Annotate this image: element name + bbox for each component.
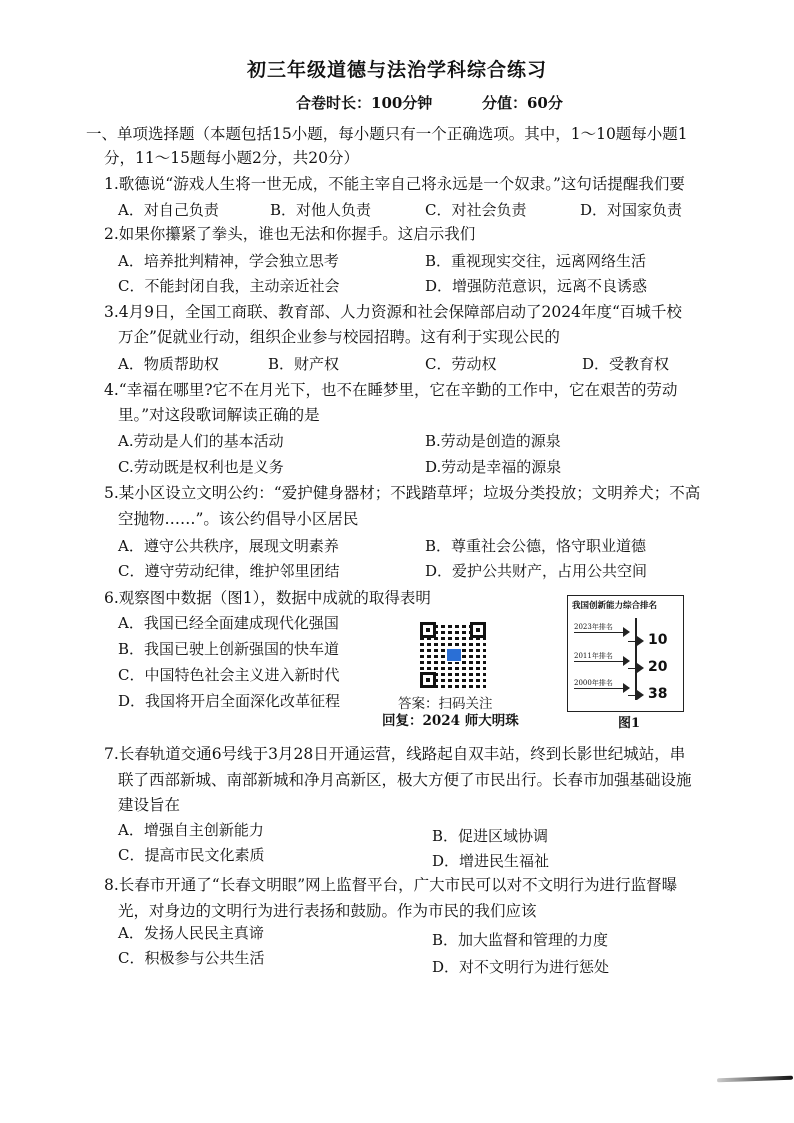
q3-option-b: B．财产权 (268, 355, 340, 373)
question-1-stem: 1.歌德说“游戏人生将一世无成，不能主宰自己将永远是一个奴隶。”这句话提醒我们要 (104, 175, 685, 193)
q1-option-a: A．对自己负责 (118, 201, 219, 219)
q2-option-c: C．不能封闭自我，主动亲近社会 (118, 277, 340, 295)
section-heading: 一、单项选择题（本题包括15小题，每小题只有一个正确选项。其中，1～10题每小题1 (86, 125, 688, 143)
exam-duration: 合卷时长：100分钟 (296, 94, 433, 112)
figure-title: 我国创新能力综合排名 (572, 601, 658, 611)
q4-option-a: A.劳动是人们的基本活动 (118, 432, 284, 450)
figure-arrow (574, 688, 624, 689)
q4-option-c: C.劳动既是权利也是义务 (118, 458, 284, 476)
q8-option-b: B．加大监督和管理的力度 (432, 931, 609, 949)
q6-option-c: C．中国特色社会主义进入新时代 (118, 666, 340, 684)
q7-option-a: A．增强自主创新能力 (118, 821, 264, 839)
q7-option-c: C．提高市民文化素质 (118, 846, 265, 864)
q5-option-c: C．遵守劳动纪律，维护邻里团结 (118, 562, 340, 580)
q8-option-a: A．发扬人民民主真谛 (118, 924, 264, 942)
figure-timeline-bar (635, 618, 637, 700)
q1-option-c: C．对社会负责 (425, 201, 527, 219)
q1-option-b: B．对他人负责 (270, 201, 372, 219)
figure-row-label: 2023年排名 (574, 623, 613, 631)
figure-rank-value: 38 (648, 686, 668, 702)
q3-option-c: C．劳动权 (425, 355, 497, 373)
section-heading-cont: 分，11～15题每小题2分，共20分） (104, 149, 360, 167)
arrow-right-icon (637, 663, 644, 673)
figure-rank-value: 10 (648, 632, 668, 648)
q5-option-a: A．遵守公共秩序，展现文明素养 (118, 537, 339, 555)
q2-option-a: A．培养批判精神，学会独立思考 (118, 252, 339, 270)
qr-finder-icon (420, 672, 436, 688)
q6-option-d: D．我国将开启全面深化改革征程 (118, 692, 341, 710)
q7-option-b: B．促进区域协调 (432, 827, 549, 845)
question-7-stem-cont: 联了西部新城、南部新城和净月高新区，极大方便了市民出行。长春市加强基础设施 (118, 771, 692, 789)
question-3-stem-cont: 万企”促就业行动，组织企业参与校园招聘。这有利于实现公民的 (118, 328, 560, 346)
q2-option-d: D．增强防范意识，远离不良诱惑 (425, 277, 648, 295)
q8-option-c: C．积极参与公共生活 (118, 949, 265, 967)
q2-option-b: B．重视现实交往，远离网络生活 (425, 252, 647, 270)
figure-arrow (574, 661, 624, 662)
q6-option-a: A．我国已经全面建成现代化强国 (118, 614, 339, 632)
page-title: 初三年级道德与法治学科综合练习 (246, 59, 547, 81)
exam-score: 分值：60分 (482, 94, 563, 112)
question-8-stem-cont: 光，对身边的文明行为进行表扬和鼓励。作为市民的我们应该 (118, 902, 537, 920)
question-8-stem: 8.长春市开通了“长春文明眼”网上监督平台，广大市民可以对不文明行为进行监督曝 (104, 876, 678, 894)
q7-option-d: D．增进民生福祉 (432, 852, 550, 870)
qr-finder-icon (470, 622, 486, 638)
qr-code-image (420, 622, 486, 688)
figure-rank-value: 20 (648, 659, 668, 675)
q5-option-b: B．尊重社会公德，恪守职业道德 (425, 537, 647, 555)
arrow-right-icon (637, 690, 644, 700)
question-4-stem-cont: 里。”对这段歌词解读正确的是 (118, 406, 320, 424)
figure-innovation-ranking (567, 595, 684, 712)
question-2-stem: 2.如果你攥紧了拳头，谁也无法和你握手。这启示我们 (104, 225, 476, 243)
figure-arrow (574, 632, 624, 633)
question-6-stem: 6.观察图中数据（图1），数据中成就的取得表明 (104, 589, 431, 607)
qr-logo-icon (446, 648, 462, 662)
figure-row-label: 2000年排名 (574, 679, 613, 687)
q3-option-d: D．受教育权 (582, 355, 670, 373)
figure-row-label: 2011年排名 (574, 652, 613, 660)
arrow-right-icon (623, 683, 630, 693)
arrow-right-icon (637, 636, 644, 646)
question-5-stem: 5.某小区设立文明公约：“爱护健身器材；不践踏草坪；垃圾分类投放；文明养犬；不高 (104, 484, 701, 502)
arrow-right-icon (623, 656, 630, 666)
question-7-stem: 7.长春轨道交通6号线于3月28日开通运营，线路起自双丰站，终到长影世纪城站，串 (104, 745, 686, 763)
qr-caption-line-2: 回复：2024 师大明珠 (382, 713, 519, 729)
qr-finder-icon (420, 622, 436, 638)
q3-option-a: A．物质帮助权 (118, 355, 219, 373)
arrow-right-icon (623, 627, 630, 637)
question-4-stem: 4.“幸福在哪里?它不在月光下，也不在睡梦里，它在辛勤的工作中，它在艰苦的劳动 (104, 381, 678, 399)
q6-option-b: B．我国已驶上创新强国的快车道 (118, 640, 340, 658)
q4-option-d: D.劳动是幸福的源泉 (425, 458, 562, 476)
q8-option-d: D．对不文明行为进行惩处 (432, 958, 610, 976)
qr-caption-line-1: 答案：扫码关注 (398, 696, 493, 712)
question-3-stem: 3.4月9日，全国工商联、教育部、人力资源和社会保障部启动了2024年度“百城千校 (104, 303, 682, 321)
q5-option-d: D．爱护公共财产，占用公共空间 (425, 562, 648, 580)
q1-option-d: D．对国家负责 (580, 201, 683, 219)
figure-caption: 图1 (618, 716, 641, 731)
q4-option-b: B.劳动是创造的源泉 (425, 432, 561, 450)
question-7-stem-cont-2: 建设旨在 (118, 796, 181, 814)
question-5-stem-cont: 空抛物……”。该公约倡导小区居民 (118, 510, 359, 528)
scan-smudge (717, 1076, 793, 1083)
